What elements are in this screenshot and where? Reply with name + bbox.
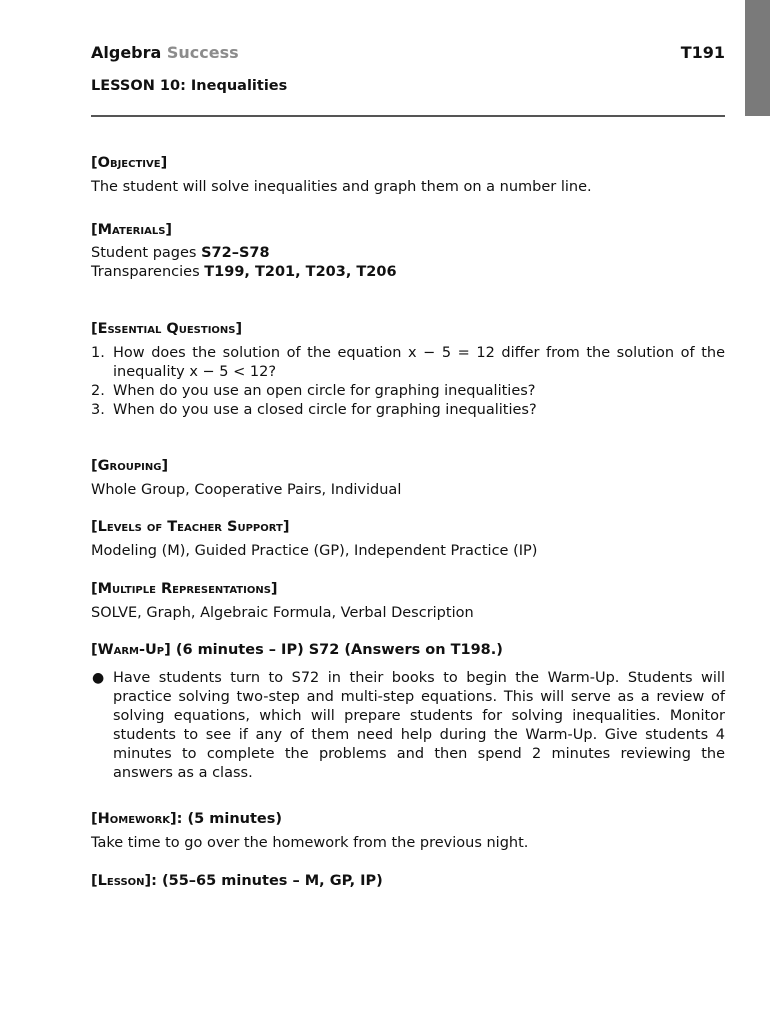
warmup-list <box>91 669 725 783</box>
grouping-section <box>91 457 725 500</box>
warmup-bullet-text: Have students turn to S72 in their books to begin the Warm-Up. Students will practice solving two-step and multi-step equations. This will serve as a review of solving equations, which will prepare students for solving inequalities. Monitor students to see if any of them need help during the Warm-Up. Give students 4 minutes to complete the problems and then spend 2 minutes reviewing the answers as a class. <box>113 670 725 781</box>
representations-heading: [Multiple Representations] <box>91 581 278 597</box>
page-number: T191 <box>680 43 725 62</box>
materials-label: Student pages <box>91 245 202 261</box>
homework-section <box>91 810 725 853</box>
homework-heading-label: [Homework] <box>91 811 177 827</box>
brand-bold: Algebra <box>91 43 162 62</box>
objective-heading: [Objective] <box>91 155 168 171</box>
list-item <box>91 382 725 401</box>
lesson-heading-label: [Lesson] <box>91 873 152 889</box>
lesson-title: LESSON 10: Inequalities <box>91 78 288 94</box>
list-number: 2. <box>91 383 105 399</box>
materials-section <box>91 221 725 282</box>
essential-questions-list <box>91 344 725 420</box>
page-edge-tab <box>745 0 770 116</box>
grouping-heading: [Grouping] <box>91 458 169 474</box>
levels-text: Modeling (M), Guided Practice (GP), Independent Practice (IP) <box>91 543 538 559</box>
homework-heading <box>91 810 725 829</box>
representations-text: SOLVE, Graph, Algebraic Formula, Verbal Description <box>91 605 474 621</box>
question-text: How does the solution of the equation x − 5 = 12 differ from the solution of the inequality x − 5 < 12? <box>113 345 725 380</box>
materials-line-student-pages <box>91 244 725 263</box>
grouping-text: Whole Group, Cooperative Pairs, Individual <box>91 482 402 498</box>
header-divider <box>91 115 725 117</box>
essential-questions-heading: [Essential Questions] <box>91 321 243 337</box>
levels-heading: [Levels of Teacher Support] <box>91 519 290 535</box>
homework-text: Take time to go over the homework from the previous night. <box>91 835 529 851</box>
lesson-heading-detail: : (55–65 minutes – M, GP, IP) <box>151 873 383 889</box>
materials-heading: [Materials] <box>91 222 173 238</box>
warmup-heading-label: [Warm-Up] <box>91 642 171 658</box>
list-number: 1. <box>91 345 105 361</box>
materials-value: S72–S78 <box>201 245 270 261</box>
lesson-heading <box>91 872 725 891</box>
objective-section <box>91 154 725 197</box>
lesson-section <box>91 872 725 891</box>
warmup-section <box>91 641 725 783</box>
question-text: When do you use an open circle for graphing inequalities? <box>113 383 536 399</box>
materials-line-transparencies <box>91 263 725 282</box>
bullet-icon: ● <box>92 670 105 686</box>
representations-section <box>91 580 725 623</box>
essential-questions-section <box>91 320 725 420</box>
warmup-heading-detail: (6 minutes – IP) S72 (Answers on T198.) <box>170 642 503 658</box>
question-text: When do you use a closed circle for graphing inequalities? <box>113 402 537 418</box>
warmup-heading <box>91 641 725 660</box>
brand-light: Success <box>166 43 239 62</box>
materials-value: T199, T201, T203, T206 <box>204 264 397 280</box>
running-header <box>91 43 725 63</box>
list-number: 3. <box>91 402 105 418</box>
materials-label: Transparencies <box>91 264 205 280</box>
objective-text: The student will solve inequalities and graph them on a number line. <box>91 179 592 195</box>
list-item <box>91 401 725 420</box>
list-item <box>91 344 725 382</box>
levels-section <box>91 518 725 561</box>
list-item <box>91 669 725 783</box>
homework-heading-detail: : (5 minutes) <box>176 811 283 827</box>
